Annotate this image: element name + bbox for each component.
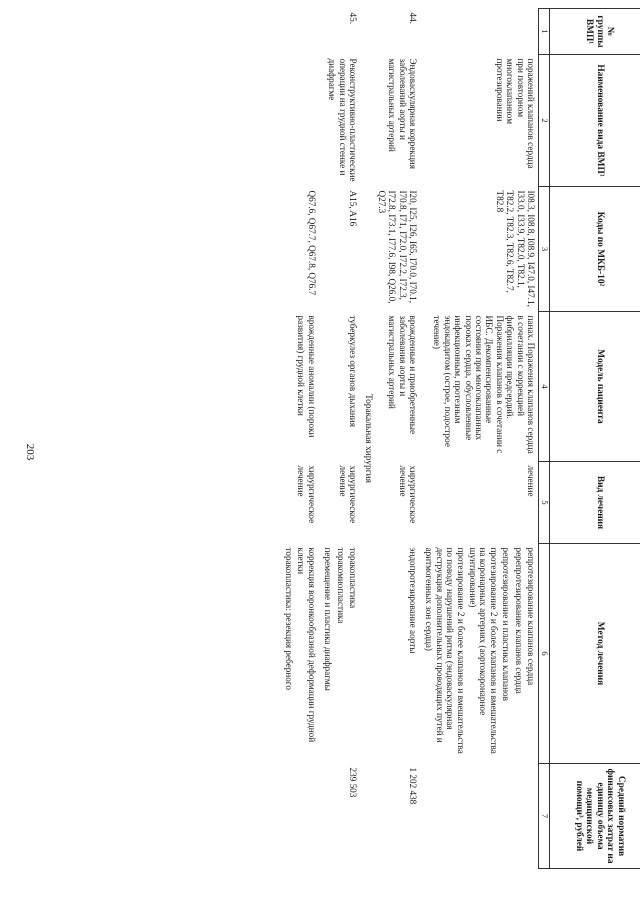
header-row — [550, 9, 640, 869]
header-vmp-name: Наименование вида ВМП¹ — [550, 55, 640, 187]
treatment-type-cell: хирургическое лечение — [337, 465, 358, 524]
table-row — [420, 9, 538, 869]
method-item: репротезирование и пластика клапанов — [501, 547, 512, 701]
patient-model-cell: врожденные и приобретенные заболевания аорты и магистральных артерий — [387, 315, 419, 435]
group-number-cell — [420, 9, 538, 55]
method-item: ререпротезирование клапанов сердца — [513, 547, 524, 694]
vmp-table — [280, 8, 640, 869]
method-item: протезирование 2 и более клапанов и вмешательства по поводу нарушений ритма (эндоваскулярная деструкция дополнительных проводящих путей и аритмогенных зон сердца) — [424, 547, 466, 754]
table-row — [319, 9, 360, 869]
treatment-method-cell — [375, 544, 421, 764]
group-number-cell — [280, 9, 319, 55]
cost-cell — [420, 764, 538, 869]
cost-cell: 239 503 — [347, 767, 358, 798]
header-treatment-method: Метод лечения — [550, 544, 640, 764]
treatment-type-cell: лечение — [526, 465, 536, 497]
table-row — [280, 9, 319, 869]
method-item: протезирование 2 и более клапанов и вмешательства на коронарных артериях (аортокоронарное шунтирование) — [468, 547, 499, 754]
column-number: 1 — [539, 9, 550, 55]
treatment-type-cell: хирургическое лечение — [397, 465, 419, 524]
treatment-type-cell: хирургическое лечение — [296, 465, 317, 524]
column-number-row — [539, 9, 550, 869]
treatment-method-cell — [319, 544, 360, 764]
column-number: 7 — [539, 764, 550, 869]
group-number-cell: 45. — [347, 12, 358, 24]
rotated-table-container — [50, 8, 640, 868]
column-number: 2 — [539, 55, 550, 187]
treatment-method-cell — [420, 544, 538, 764]
column-number: 6 — [539, 544, 550, 764]
method-item: торакопластика: резекция реберного — [283, 547, 294, 690]
vmp-name-cell: Реконструктивно-пластические операции на грудной стенке и диафрагме — [327, 58, 358, 182]
method-item: репротезирование клапанов сердца — [526, 547, 536, 686]
icd-codes-cell: A15, A16 — [347, 190, 358, 227]
patient-model-cell: панах. Поражения клапанов сердца в сочетании с коррекцией фибрилляции предсердий. Поражения клапанов в сочетании с ИБС. Декомпенсированные состояния при многоклапанных пороках сердца, обусловленные инфекционным, протезным эндокардитом (острое, подострое течение) — [432, 315, 536, 454]
section-title: Торакальная хирургия — [362, 394, 373, 483]
section-row — [360, 9, 375, 869]
column-number: 3 — [539, 187, 550, 312]
page-number: 203 — [24, 443, 36, 461]
method-item: торакомиопластика — [335, 547, 346, 624]
method-item: перемещение и пластика диафрагмы — [323, 547, 334, 691]
vmp-name-cell — [280, 55, 319, 187]
method-item: эндопротезирование аорты — [408, 547, 419, 654]
header-icd-codes: Коды по МКБ-10² — [550, 187, 640, 312]
cost-cell: 1 202 438 — [408, 767, 419, 805]
patient-model-cell: врожденные аномалии (пороки развития) грудной клетки — [296, 315, 317, 438]
header-patient-model: Модель пациента — [550, 312, 640, 462]
cost-cell — [280, 764, 319, 869]
treatment-method-cell — [280, 544, 319, 764]
icd-codes-cell: Q67.6, Q67.7, Q67.8, Q76.7 — [306, 190, 317, 296]
column-number: 4 — [539, 312, 550, 462]
method-item: торакопластика — [347, 547, 358, 609]
icd-codes-cell: I20, I25, I26, I65, I70.0, I70.1, I70.8, I71, I72.0, I72.2, I72.3, I72.8, I73.1, I77.6, I98, Q26.0, Q27.3 — [376, 190, 419, 304]
vmp-name-cell: поражений клапанов сердца при повторном многоклапанном протезировании — [494, 58, 536, 169]
icd-codes-cell: I08.3, I08.8, I08.9, I47.0, I47.1, I33.0, I33.9, T82.0, T82.1, T82.2, T82.3, T82.6, T82.7, T82.8 — [494, 190, 536, 307]
header-treatment-type: Вид лечения — [550, 462, 640, 544]
table-row — [375, 9, 421, 869]
vmp-name-cell: Эндоваскулярная коррекция заболеваний аорты и магистральных артерий — [387, 58, 419, 169]
patient-model-cell: туберкулез органов дыхания — [347, 315, 358, 427]
column-number: 5 — [539, 462, 550, 544]
method-item: коррекция воронкообразной деформации грудной клетки — [296, 547, 317, 743]
group-number-cell: 44. — [408, 12, 419, 24]
header-group-number: № группы ВМП¹ — [550, 9, 640, 55]
header-cost-norm: Средний норматив финансовых затрат на единицу объема медицинской помощи³, рублей — [550, 764, 640, 869]
